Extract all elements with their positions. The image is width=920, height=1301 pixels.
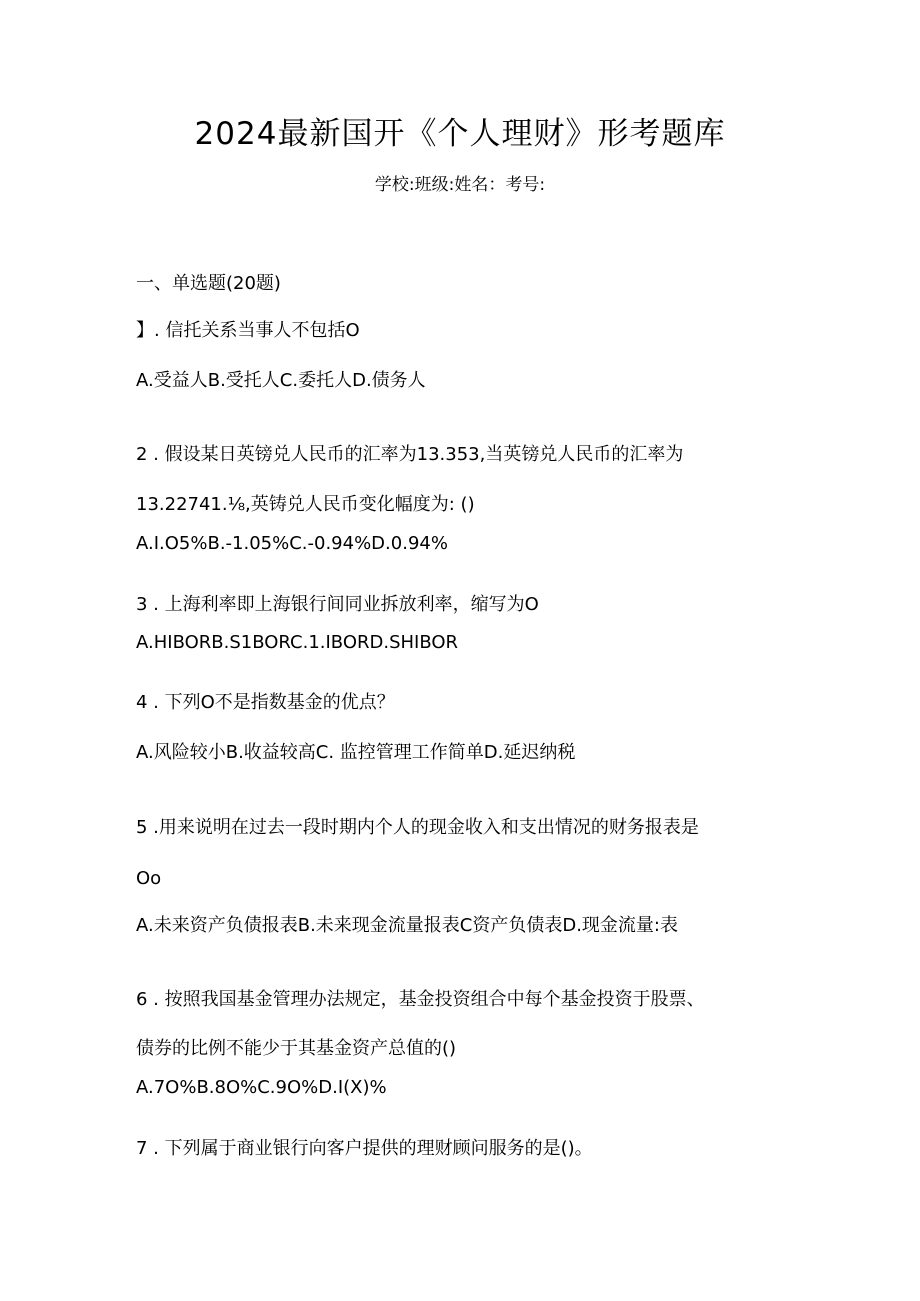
- question-6-text-line-2: 债券的比例不能少于其基金资产总值的(): [136, 1038, 457, 1059]
- student-info-line: 学校:班级:姓名：考号:: [374, 175, 546, 195]
- question-5-options: A.未来资产负债报表B.未来现金流量报表C资产负债表D.现金流量:表: [136, 915, 679, 936]
- question-1-options: A.受益人B.受托人C.委托人D.债务人: [136, 370, 426, 391]
- section-heading: 一、单选题(20题): [136, 273, 281, 294]
- question-6-text-line-1: 6 . 按照我国基金管理办法规定，基金投资组合中每个基金投资于股票、: [136, 989, 705, 1010]
- question-5-text-line-2: Oo: [136, 868, 162, 889]
- question-6-options: A.7O%B.8O%C.9O%D.I(X)%: [136, 1077, 387, 1098]
- question-3-text: 3 . 上海利率即上海银行间同业拆放利率，缩写为O: [136, 594, 539, 615]
- question-2-options: A.I.O5%B.-1.05%C.-0.94%D.0.94%: [136, 533, 448, 554]
- question-5-text-line-1: 5 .用来说明在过去一段时期内个人的现金收入和支出情况的财务报表是: [136, 817, 699, 838]
- question-1-text: 】. 信托关系当事人不包括O: [136, 320, 360, 341]
- question-2-text-line-1: 2 . 假设某日英镑兑人民币的汇率为13.353,当英镑兑人民币的汇率为: [136, 444, 684, 465]
- question-7-text: 7 . 下列属于商业银行向客户提供的理财顾问服务的是()。: [136, 1138, 593, 1159]
- question-4-options: A.风险较小B.收益较高C. 监控管理工作简单D.延迟纳税: [136, 742, 576, 763]
- question-4-text: 4 . 下列O不是指数基金的优点？: [136, 692, 395, 713]
- question-3-options: A.HIBORB.S1BORC.1.IBORD.SHIBOR: [136, 632, 459, 653]
- question-2-text-line-2: 13.22741.⅛,英铸兑人民币变化幅度为: (): [136, 494, 475, 515]
- document-title: 2024最新国开《个人理财》形考题库: [194, 116, 726, 152]
